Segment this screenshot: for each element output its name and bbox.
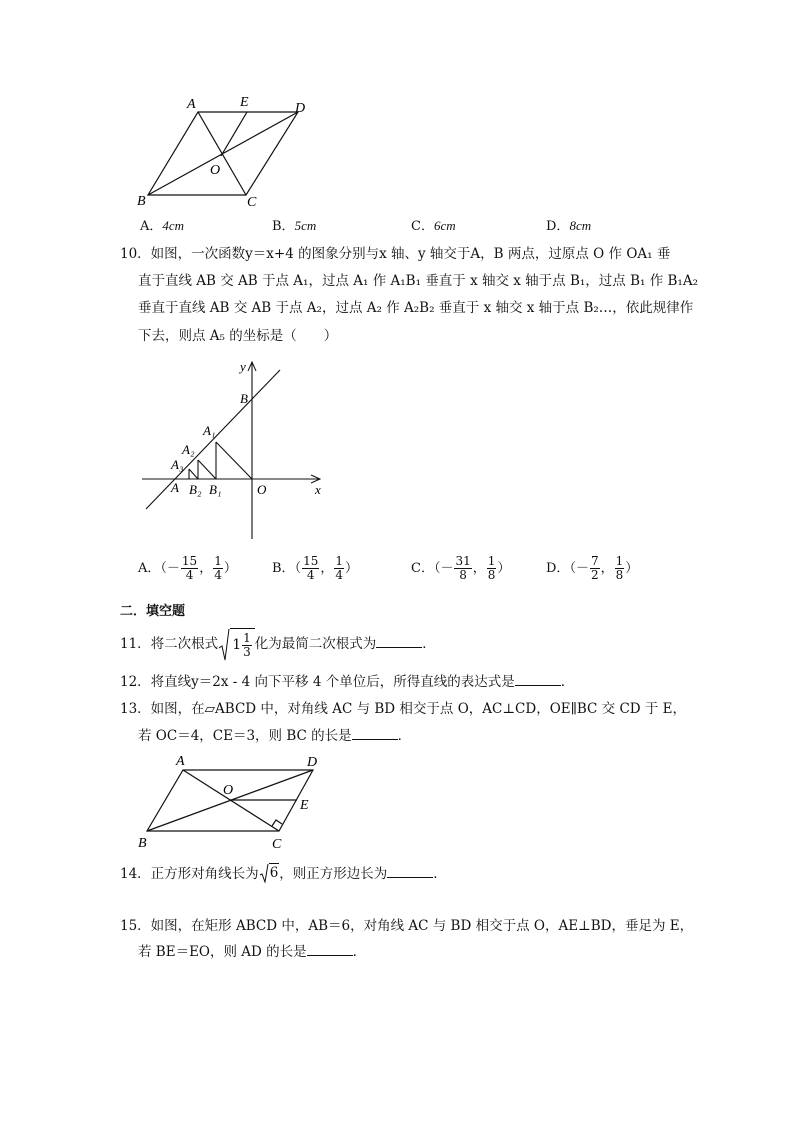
q11: 11．将二次根式 1 $\frac{1}{3}$ 化为最简二次根式为 ． xyxy=(120,626,436,662)
q14-radical: 6 xyxy=(259,863,280,887)
q9-label-o: O xyxy=(210,163,221,178)
q13-answer-blank[interactable] xyxy=(352,727,398,740)
q10-option-a-y-fraction: $\frac{1}{4}$ xyxy=(214,554,222,582)
q10-label-a1: A₁ xyxy=(203,423,216,438)
q9-option-b[interactable]: B．5cm xyxy=(272,218,317,234)
q10-line-3: 垂直于直线 AB 交 AB 于点 A₂，过点 A₂ 作 A₂B₂ 垂直于 x 轴交 x 轴于点 B₂…，依此规律作 xyxy=(138,300,694,316)
q9-figure xyxy=(130,92,320,214)
q9-label-e: E xyxy=(240,95,249,110)
q10-option-b-y-fraction: $\frac{1}{4}$ xyxy=(335,554,344,582)
q10-label-a2: A₂ xyxy=(182,442,195,457)
q9-label-a: A xyxy=(187,97,196,112)
q13-label-e: E xyxy=(300,798,309,813)
q10-option-a[interactable]: A．（－ $\frac{15}{4}$ ， $\frac{1}{4}$ ） xyxy=(138,554,237,582)
q10-option-c-x-fraction: $\frac{31}{8}$ xyxy=(455,554,471,582)
q10-label-b2: B₂ xyxy=(189,482,202,497)
q9-label-b: B xyxy=(137,194,146,209)
q13-right-angle-mark xyxy=(272,820,282,826)
q12-answer-blank[interactable] xyxy=(515,673,561,686)
q10-label-a: A xyxy=(171,480,179,495)
q10-label-a3: A₃ xyxy=(171,457,184,472)
q13-figure xyxy=(132,748,332,858)
q10-option-a-x-fraction: $\frac{15}{4}$ xyxy=(181,554,198,582)
q10-seg-oa1 xyxy=(216,442,252,479)
q9-option-a[interactable]: A．4cm xyxy=(140,218,185,234)
q14-answer-blank[interactable] xyxy=(387,865,433,878)
q9-label-c: C xyxy=(247,195,257,210)
q15-answer-blank[interactable] xyxy=(307,943,353,956)
q10-seg-b2a3 xyxy=(189,469,198,479)
q13-label-a: A xyxy=(176,754,185,769)
q15-line-1: 15．如图，在矩形 ABCD 中，AB＝6，对角线 AC 与 BD 相交于点 O，AE⊥BD，垂足为 E， xyxy=(120,918,694,934)
q13-label-d: D xyxy=(307,755,318,770)
q9-segment-e xyxy=(221,112,247,156)
radical-sign-icon xyxy=(259,863,269,883)
radical-sign-icon xyxy=(218,628,230,662)
q13-label-o: O xyxy=(223,783,234,798)
q10-line-1: 10．如图，一次函数y＝x+4 的图象分别与x 轴、y 轴交于A，B 两点，过原点 O 作 OA₁ 垂 xyxy=(120,246,671,262)
q10-label-b: B xyxy=(240,391,248,406)
q10-option-c[interactable]: C．（－ $\frac{31}{8}$ ， $\frac{1}{8}$ ） xyxy=(411,554,511,582)
q13-line-2: 若 OC＝4，CE＝3，则 BC 的长是 ． xyxy=(138,728,412,744)
q10-line-2: 直于直线 AB 交 AB 于点 A₁，过点 A₁ 作 A₁B₁ 垂直于 x 轴交 x 轴于点 B₁，过点 B₁ 作 B₁A₂ xyxy=(138,273,698,289)
q11-answer-blank[interactable] xyxy=(376,635,422,648)
q10-option-d[interactable]: D．（－ $\frac{7}{2}$ ， $\frac{1}{8}$ ） xyxy=(546,554,639,582)
q10-figure xyxy=(140,355,340,545)
q10-line-4: 下去，则点 A₅ 的坐标是（ ） xyxy=(138,328,338,344)
q10-option-d-y-fraction: $\frac{1}{8}$ xyxy=(615,554,624,582)
section-fill-in-title: 二．填空题 xyxy=(120,604,186,619)
q10-seg-b1a2 xyxy=(198,460,216,479)
q10-option-d-x-fraction: $\frac{7}{2}$ xyxy=(590,554,599,582)
q11-radical: 1 $\frac{1}{3}$ xyxy=(218,628,255,662)
q12: 12．将直线y＝2x - 4 向下平移 4 个单位后，所得直线的表达式是 ． xyxy=(120,674,575,690)
q15-line-2: 若 BE＝EO，则 AD 的长是 ． xyxy=(138,944,367,960)
q10-label-o: O xyxy=(257,482,267,497)
q10-option-b-x-fraction: $\frac{15}{4}$ xyxy=(303,554,319,582)
q13-line-1: 13．如图，在▱ABCD 中，对角线 AC 与 BD 相交于点 O，AC⊥CD，OE∥BC 交 CD 于 E， xyxy=(120,701,687,717)
q13-label-c: C xyxy=(272,837,282,852)
q10-option-b[interactable]: B．（ $\frac{15}{4}$ ， $\frac{1}{4}$ ） xyxy=(272,554,359,582)
q13-label-b: B xyxy=(138,836,147,851)
q10-label-y: y xyxy=(240,359,246,374)
q9-option-d[interactable]: D．8cm xyxy=(546,218,592,234)
q14: 14．正方形对角线长为 6，则正方形边长为 ． xyxy=(120,862,447,886)
q10-label-x: x xyxy=(315,482,321,497)
q10-label-b1: B₁ xyxy=(209,482,222,497)
q10-option-c-y-fraction: $\frac{1}{8}$ xyxy=(487,554,496,582)
q9-label-d: D xyxy=(295,101,306,116)
q9-option-c[interactable]: C．6cm xyxy=(411,218,456,234)
